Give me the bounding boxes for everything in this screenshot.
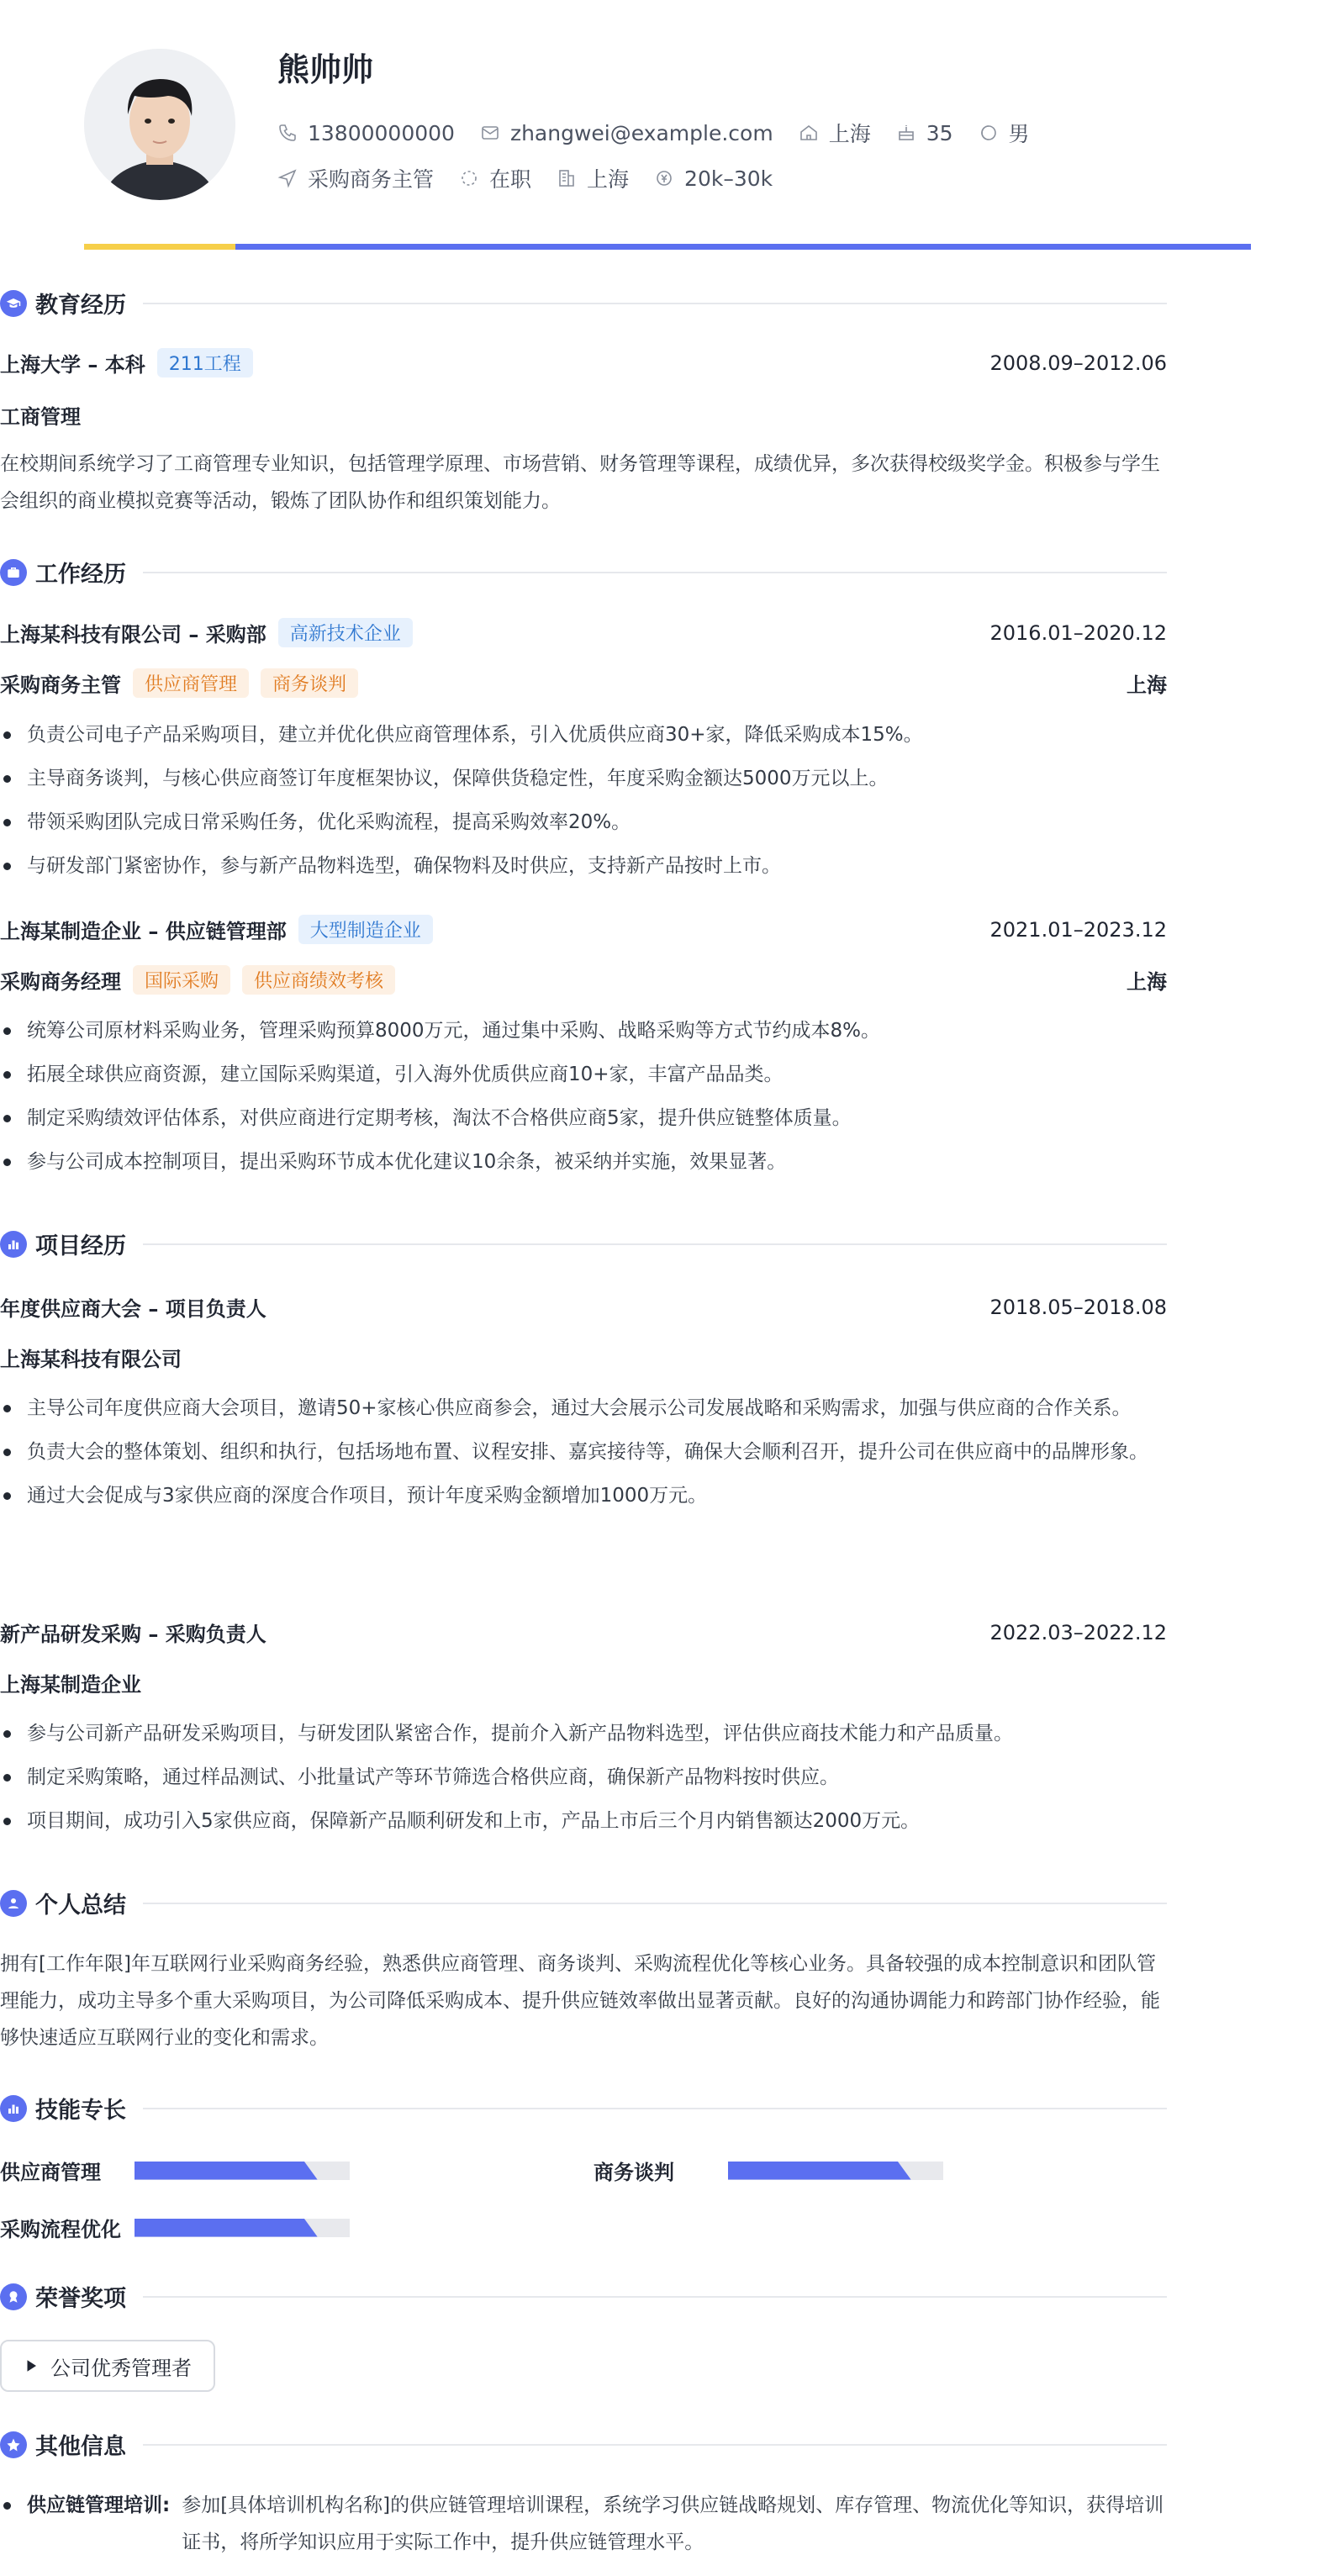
work-city: 上海 xyxy=(1127,970,1167,994)
school-tag: 211工程 xyxy=(157,348,253,377)
status-text: 在职 xyxy=(489,167,532,192)
work-entry-2-bullets xyxy=(0,1012,1167,1187)
chart-bar-icon xyxy=(0,2095,27,2122)
list-item: 参与公司成本控制项目，提出采购环节成本优化建议10余条，被采纳并实施，效果显著。 xyxy=(0,1143,1167,1180)
list-item: 与研发部门紧密协作，参与新产品物料选型，确保物料及时供应，支持新产品按时上市。 xyxy=(0,847,1167,884)
job-intent-row xyxy=(277,163,798,193)
list-item: 拓展全球供应商资源，建立国际采购渠道，引入海外优质供应商10+家，丰富产品品类。 xyxy=(0,1056,1167,1093)
list-item: 统筹公司原材料采购业务，管理采购预算8000万元，通过集中采购、战略采购等方式节约成本8%。 xyxy=(0,1012,1167,1049)
work-entry-1-bullets xyxy=(0,716,1167,891)
city-info xyxy=(799,118,871,148)
skill-bar-fill xyxy=(728,2162,911,2180)
school-name: 上海大学 – 本科 xyxy=(0,353,145,377)
education-major: 工商管理 xyxy=(0,405,81,429)
send-icon xyxy=(277,168,298,188)
project-date: 2022.03–2022.12 xyxy=(989,1620,1167,1644)
project-date: 2018.05–2018.08 xyxy=(989,1295,1167,1319)
work-role: 采购商务经理 xyxy=(0,970,121,994)
list-item: 带领采购团队完成日常采购任务，优化采购流程，提高采购效率20%。 xyxy=(0,804,1167,841)
project-1-header xyxy=(0,1292,1167,1322)
work-entry-2-header xyxy=(0,915,1167,944)
project-company: 上海某科技有限公司 xyxy=(0,1348,182,1371)
email-info xyxy=(480,121,773,145)
skill-bar xyxy=(728,2162,943,2180)
project-name: 新产品研发采购 – 采购负责人 xyxy=(0,1623,266,1646)
other-info-key: 供应链管理培训: xyxy=(27,2494,171,2516)
work-city: 上海 xyxy=(1127,673,1167,697)
email-text: zhangwei@example.com xyxy=(509,120,773,145)
age-text: 35 xyxy=(926,120,953,145)
skill-bar xyxy=(135,2162,350,2180)
avatar xyxy=(84,49,235,200)
work-entry-2-role xyxy=(0,965,1167,995)
education-entry-header xyxy=(0,348,1167,377)
chart-bar-icon xyxy=(0,1231,27,1258)
home-icon xyxy=(799,123,819,143)
info-icon xyxy=(0,2431,27,2458)
project-1-bullets xyxy=(0,1390,1167,1521)
project-name: 年度供应商大会 – 项目负责人 xyxy=(0,1297,266,1321)
status-info xyxy=(459,163,531,193)
list-item: 制定采购策略，通过样品测试、小批量试产等环节筛选合格供应商，确保新产品物料按时供应。 xyxy=(0,1759,1167,1796)
salary-text: 20k–30k xyxy=(684,166,773,191)
work-company: 上海某科技有限公司 – 采购部 xyxy=(0,623,266,647)
section-projects-title: 项目经历 xyxy=(0,1227,1167,1260)
section-awards-title: 荣誉奖项 xyxy=(0,2280,1167,2313)
skill-bar-fill xyxy=(135,2162,318,2180)
section-education-title: 教育经历 xyxy=(0,287,1167,319)
skill-tag: 国际采购 xyxy=(133,965,230,995)
list-item: 参与公司新产品研发采购项目，与研发团队紧密合作，提前介入新产品物料选型，评估供应商技术能力和产品质量。 xyxy=(0,1715,1167,1752)
list-item: 主导公司年度供应商大会项目，邀请50+家核心供应商参会，通过大会展示公司发展战略和采购需求，加强与供应商的合作关系。 xyxy=(0,1390,1167,1427)
gender-info xyxy=(979,118,1030,148)
expected-city-text: 上海 xyxy=(587,167,630,192)
age-info xyxy=(896,121,953,145)
other-info-value: 参加[具体培训机构名称]的供应链管理培训课程，系统学习供应链战略规划、库存管理、物流优化等知识，获得培训证书，将所学知识应用于实际工作中，提升供应链管理水平。 xyxy=(182,2494,1164,2553)
skill-name: 商务谈判 xyxy=(594,2161,674,2184)
phone-text: 13800000000 xyxy=(308,120,455,145)
skill-tag: 供应商绩效考核 xyxy=(242,965,395,995)
work-company: 上海某制造企业 – 供应链管理部 xyxy=(0,920,287,943)
list-item: 负责大会的整体策划、组织和执行，包括场地布置、议程安排、嘉宾接待等，确保大会顺利召开，提升公司在供应商中的品牌形象。 xyxy=(0,1433,1167,1470)
list-item: 项目期间，成功引入5家供应商，保障新产品顺利研发和上市，产品上市后三个月内销售额达2000万元。 xyxy=(0,1803,1167,1840)
city-text: 上海 xyxy=(828,122,871,146)
contact-row xyxy=(277,118,1055,148)
education-description: 在校期间系统学习了工商管理专业知识，包括管理学原理、市场营销、财务管理等课程，成绩优异，多次获得校级奖学金。积极参与学生会组织的商业模拟竞赛等活动，锻炼了团队协作和组织策划能力。 xyxy=(0,453,1160,512)
resume-header xyxy=(84,0,1251,245)
skill-tag: 商务谈判 xyxy=(261,668,358,698)
company-tag: 大型制造企业 xyxy=(298,915,433,944)
project-2-bullets xyxy=(0,1715,1167,1846)
phone-icon xyxy=(277,123,298,143)
briefcase-icon xyxy=(0,559,27,586)
section-work-title: 工作经历 xyxy=(0,556,1167,589)
phone-info xyxy=(277,121,455,145)
position-info xyxy=(277,163,434,193)
list-item: 负责公司电子产品采购项目，建立并优化供应商管理体系，引入优质供应商30+家，降低采购成本15%。 xyxy=(0,716,1167,753)
coin-icon xyxy=(654,168,674,188)
cake-icon xyxy=(896,123,916,143)
other-info-item xyxy=(0,2487,1167,2561)
user-icon xyxy=(0,1890,27,1917)
position-text: 采购商务主管 xyxy=(308,167,435,192)
award-icon xyxy=(0,2283,27,2310)
skill-bar-fill xyxy=(135,2219,318,2237)
work-date: 2021.01–2023.12 xyxy=(989,917,1167,942)
summary-text: 拥有[工作年限]年互联网行业采购商务经验，熟悉供应商管理、商务谈判、采购流程优化等核心业务。具备较强的成本控制意识和团队管理能力，成功主导多个重大采购项目，为公司降低采购成本、提升供应链效率做出显著贡献。良好的沟通协调能力和跨部门协作经验，能够快速适应互联网行业的变化和需求。 xyxy=(0,1953,1160,2049)
loading-icon xyxy=(459,168,479,188)
candidate-name: 熊帅帅 xyxy=(277,51,374,88)
award-item-toggle[interactable] xyxy=(0,2340,215,2392)
award-label: 公司优秀管理者 xyxy=(50,2356,192,2380)
work-entry-1-role xyxy=(0,668,1167,698)
skill-name: 供应商管理 xyxy=(0,2161,101,2184)
header-divider xyxy=(84,244,1251,250)
skill-item xyxy=(0,2156,350,2185)
list-item: 制定采购绩效评估体系，对供应商进行定期考核，淘汰不合格供应商5家，提升供应链整体质量。 xyxy=(0,1100,1167,1137)
section-summary-title: 个人总结 xyxy=(0,1887,1167,1919)
work-date: 2016.01–2020.12 xyxy=(989,620,1167,645)
salary-info xyxy=(654,166,773,191)
list-item: 通过大会促成与3家供应商的深度合作项目，预计年度采购金额增加1000万元。 xyxy=(0,1477,1167,1514)
skill-bar xyxy=(135,2219,350,2237)
gender-text: 男 xyxy=(1008,122,1030,146)
skill-name: 采购流程优化 xyxy=(0,2218,121,2241)
project-company: 上海某制造企业 xyxy=(0,1673,141,1697)
skill-item xyxy=(0,2213,350,2242)
building-icon xyxy=(557,168,577,188)
section-other-title: 其他信息 xyxy=(0,2428,1167,2461)
skill-tag: 供应商管理 xyxy=(133,668,249,698)
education-date: 2008.09–2012.06 xyxy=(989,351,1167,375)
graduation-cap-icon xyxy=(0,290,27,317)
work-entry-1-header xyxy=(0,618,1167,647)
project-2-header xyxy=(0,1618,1167,1647)
gender-icon xyxy=(979,123,999,143)
company-tag: 高新技术企业 xyxy=(278,618,413,647)
section-skills-title: 技能专长 xyxy=(0,2092,1167,2125)
mail-icon xyxy=(480,123,500,143)
expected-city-info xyxy=(557,163,629,193)
work-role: 采购商务主管 xyxy=(0,673,121,697)
skill-item xyxy=(594,2156,943,2185)
triangle-right-icon xyxy=(24,2358,39,2373)
list-item: 主导商务谈判，与核心供应商签订年度框架协议，保障供货稳定性，年度采购金额达5000万元以上。 xyxy=(0,760,1167,797)
